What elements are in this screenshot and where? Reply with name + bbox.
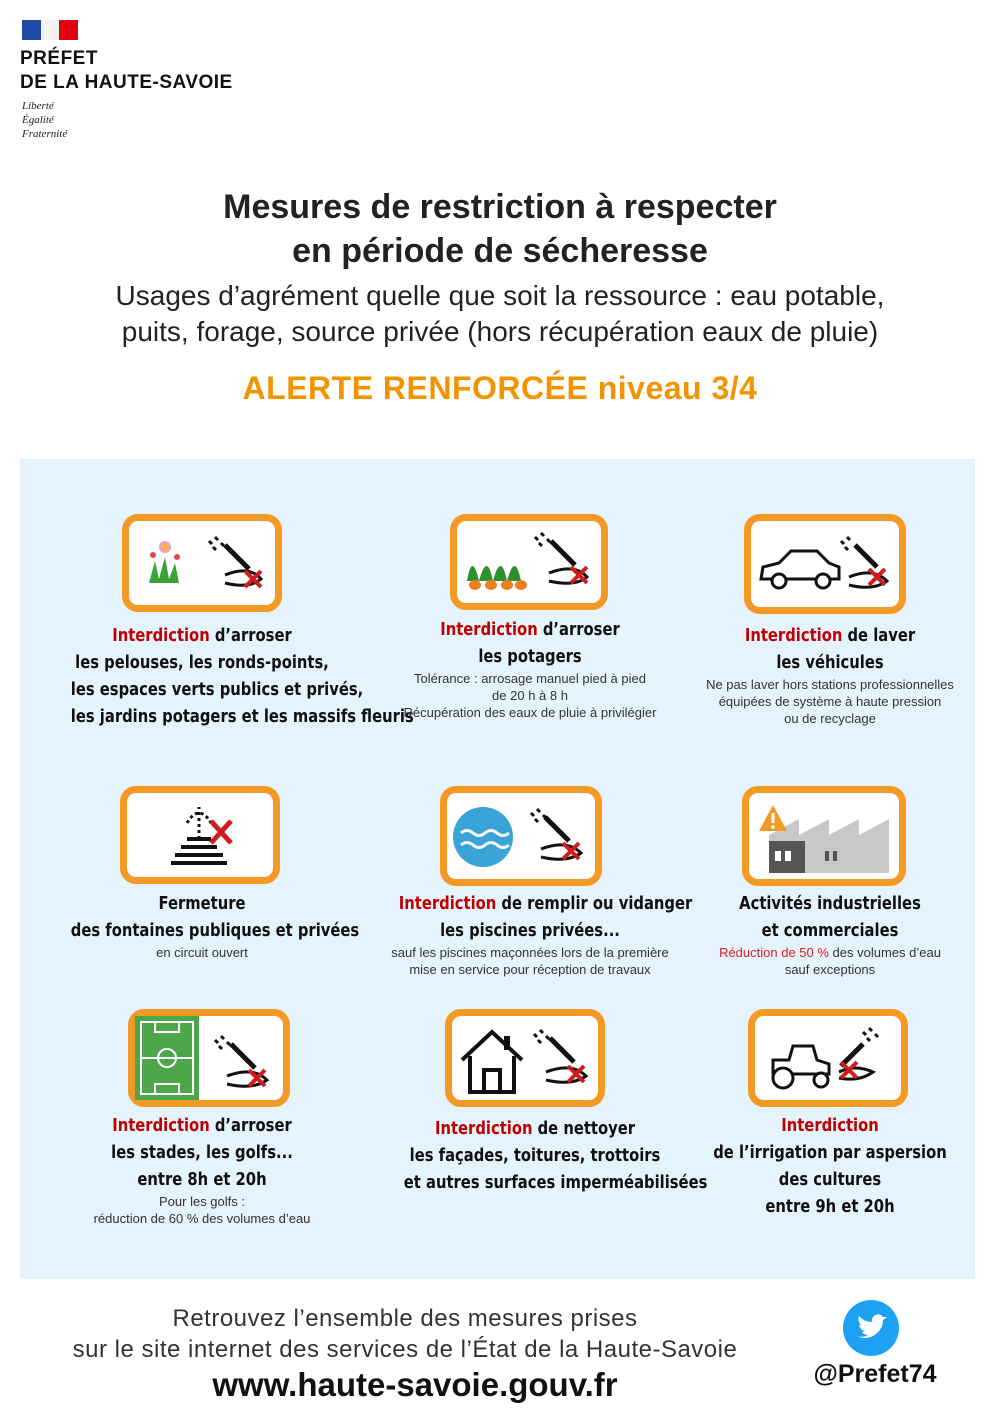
factory-warning-icon: [742, 786, 906, 886]
card-3-heading: de laver: [842, 625, 916, 646]
card-1-line2: les espaces verts publics et privés,: [70, 679, 364, 700]
card-3-line1: les véhicules: [776, 652, 884, 673]
title-line2: en période de sécheresse: [292, 232, 708, 270]
card-2-red: Interdiction: [440, 619, 538, 640]
card-6-line1: et commerciales: [761, 920, 899, 941]
card-7-note2: réduction de 60 % des volumes d’eau: [93, 1211, 311, 1226]
card-8-heading: de nettoyer: [532, 1118, 636, 1139]
card-6-note-red-rest: des volumes d’eau: [828, 945, 941, 960]
restrictions-panel: [20, 459, 975, 1279]
card-2-note1: Tolérance : arrosage manuel pied à pied: [414, 671, 646, 686]
alert-level: ALERTE RENFORCÉE niveau 3/4: [242, 370, 758, 406]
card-8-red: Interdiction: [434, 1118, 533, 1139]
card-4-note1: en circuit ouvert: [156, 945, 248, 960]
card-7-red: Interdiction: [112, 1115, 210, 1136]
card-5-line1: les piscines privées...: [440, 920, 620, 941]
card-6-note1: sauf exceptions: [784, 962, 876, 977]
card-1-heading: d’arroser: [209, 625, 292, 646]
org-name-line1: PRÉFET: [20, 48, 98, 69]
card-1-red: Interdiction: [112, 625, 210, 646]
card-3-note2: équipées de système à haute pression: [718, 694, 942, 709]
motto-fraternite: Fraternité: [22, 128, 68, 140]
title-line1: Mesures de restriction à respecter: [223, 188, 777, 226]
card-7-line2: entre 8h et 20h: [137, 1169, 267, 1190]
twitter-handle[interactable]: @Prefet74: [813, 1360, 937, 1388]
card-9-red: Interdiction: [781, 1115, 879, 1136]
subtitle-line1: Usages d’agrément quelle que soit la ressource : eau potable,: [115, 280, 885, 311]
card-6-note-red: Réduction de 50 %: [719, 945, 829, 960]
motto-liberte: Liberté: [22, 100, 54, 112]
card-5-heading: de remplir ou vidanger: [496, 893, 693, 914]
website-link[interactable]: www.haute-savoie.gouv.fr: [212, 1366, 618, 1403]
french-flag-logo: [22, 20, 78, 40]
card-2-heading: d’arroser: [537, 619, 620, 640]
card-1-line3: les jardins potagers et les massifs fleuris: [70, 706, 414, 727]
card-5-note1: sauf les piscines maçonnées lors de la première: [391, 945, 669, 960]
card-3-note1: Ne pas laver hors stations professionnelles: [706, 677, 954, 692]
footer-line2: sur le site internet des services de l’État de la Haute-Savoie: [72, 1336, 738, 1363]
card-3-red: Interdiction: [744, 625, 843, 646]
car-hose-icon: [744, 514, 906, 614]
fountain-icon: [120, 786, 280, 884]
card-4-line1: des fontaines publiques et privées: [70, 920, 360, 941]
tractor-sprinkler-icon: [748, 1009, 908, 1107]
card-8-line2: et autres surfaces imperméabilisées: [403, 1172, 708, 1193]
card-2-line1: les potagers: [478, 646, 582, 667]
card-8-line1: les façades, toitures, trottoirs: [409, 1145, 661, 1166]
card-7-note1: Pour les golfs :: [159, 1194, 245, 1209]
card-9-line2: des cultures: [778, 1169, 882, 1190]
footer-line1: Retrouvez l’ensemble des mesures prises: [172, 1305, 638, 1332]
card-5-red: Interdiction: [398, 893, 497, 914]
card-1-line1: les pelouses, les ronds-points,: [75, 652, 329, 673]
card-9-line1: de l’irrigation par aspersion: [713, 1142, 947, 1163]
card-7-heading: d’arroser: [209, 1115, 292, 1136]
vegetables-hose-icon: [450, 514, 608, 610]
card-5-note2: mise en service pour réception de travaux: [409, 962, 651, 977]
card-4-heading: Fermeture: [158, 893, 246, 914]
card-2-note2: de 20 h à 8 h: [492, 688, 568, 703]
card-2-note3: Récupération des eaux de pluie à privilégier: [403, 705, 657, 720]
card-7-line1: les stades, les golfs...: [111, 1142, 293, 1163]
card-6-heading: Activités industrielles: [739, 893, 921, 914]
twitter-icon[interactable]: [843, 1300, 899, 1356]
subtitle-line2: puits, forage, source privée (hors récupération eaux de pluie): [121, 316, 879, 347]
org-name-line2: DE LA HAUTE-SAVOIE: [20, 72, 233, 93]
pool-hose-icon: [440, 786, 602, 886]
flower-hose-icon: [122, 514, 282, 612]
motto-egalite: Égalité: [22, 114, 54, 126]
card-9-line3: entre 9h et 20h: [765, 1196, 895, 1217]
card-3-note3: ou de recyclage: [784, 711, 876, 726]
stadium-hose-icon: [128, 1009, 290, 1107]
house-hose-icon: [445, 1009, 605, 1107]
